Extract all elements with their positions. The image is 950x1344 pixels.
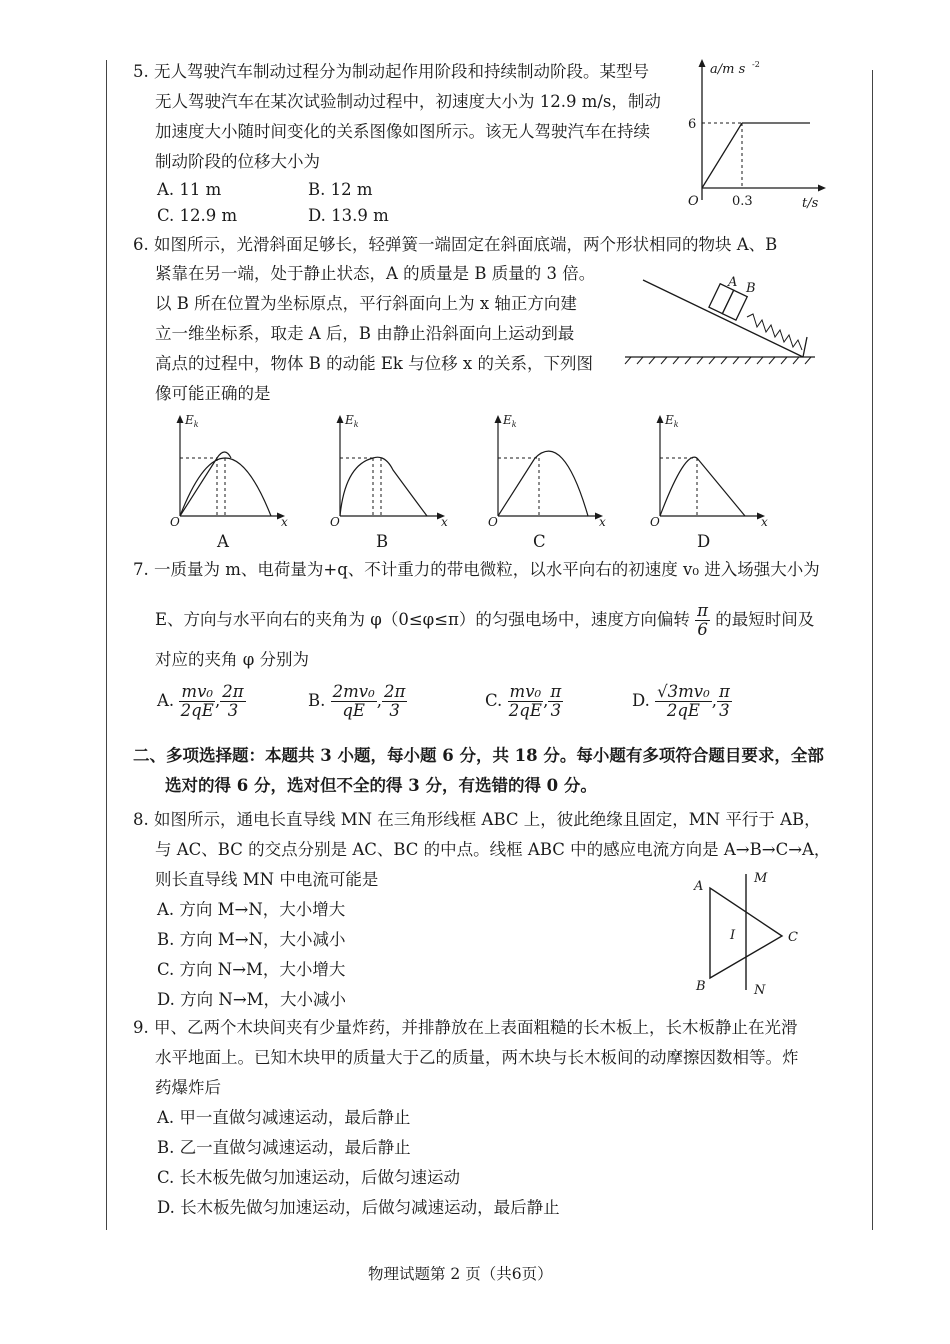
q8-line-2: 与 AC、BC 的交点分别是 AC、BC 的中点。线框 ABC 中的感应电流方向是 A→B→C→A， bbox=[155, 840, 831, 859]
q9-option-a: A. 甲一直做匀减速运动，最后静止 bbox=[157, 1108, 411, 1127]
q6c-x: x bbox=[599, 515, 606, 529]
q6a-y-sub: k bbox=[193, 420, 199, 429]
left-margin-line bbox=[106, 60, 107, 1230]
q5-option-d: D. 13.9 m bbox=[308, 206, 389, 225]
svg-text:Ek bbox=[664, 413, 679, 429]
q8-line-1: 8. 如图所示，通电长直导线 MN 在三角形线框 ABC 上，彼此绝缘且固定，MN 平行于 AB， bbox=[133, 810, 821, 829]
q6-graph-c-label: C bbox=[533, 532, 546, 551]
q6b-x: x bbox=[441, 515, 448, 529]
q8-label-a: A bbox=[694, 879, 704, 894]
q9-option-c: C. 长木板先做匀加速运动，后做匀速运动 bbox=[157, 1168, 461, 1187]
q8-label-i: I bbox=[730, 928, 736, 943]
q5-y-tick: 6 bbox=[688, 117, 697, 132]
q6b-y-sub: k bbox=[353, 420, 359, 429]
q6-graph-d bbox=[645, 410, 775, 530]
section-2-line-2: 选对的得 6 分，选对但不全的得 3 分，有选错的得 0 分。 bbox=[165, 776, 597, 795]
q7-line-3: 对应的夹角 φ 分别为 bbox=[155, 650, 310, 669]
svg-text:Ek bbox=[344, 413, 359, 429]
q9-option-d: D. 长木板先做匀加速运动，后做匀减速运动，最后静止 bbox=[157, 1198, 560, 1217]
q5-origin: O bbox=[688, 194, 699, 209]
q6c-y: E bbox=[503, 413, 512, 427]
q6-graph-b bbox=[325, 410, 455, 530]
svg-text:a/m s bbox=[710, 62, 746, 77]
q8-label-m: M bbox=[754, 871, 768, 886]
q5-x-label: t/s bbox=[802, 196, 819, 211]
q6d-origin: O bbox=[650, 515, 660, 529]
q6-line-5: 高点的过程中，物体 B 的动能 Ek 与位移 x 的关系，下列图 bbox=[155, 354, 593, 373]
q8-option-a: A. 方向 M→N，大小增大 bbox=[157, 900, 346, 919]
q5-line-4: 制动阶段的位移大小为 bbox=[155, 152, 320, 171]
q6-graph-c bbox=[483, 410, 613, 530]
page-footer: 物理试题第 2 页（共6页） bbox=[368, 1265, 553, 1283]
q7-option-b: B. $\frac{\text{2mv₀}}{qE}$ , $\frac{2\pi}{3}$ bbox=[308, 682, 406, 720]
q8-line-3: 则长直导线 MN 中电流可能是 bbox=[155, 870, 379, 889]
q8-option-b: B. 方向 M→N，大小减小 bbox=[157, 930, 346, 949]
q6a-origin: O bbox=[170, 515, 180, 529]
q5-y-label: a/m s bbox=[710, 62, 746, 77]
q8-label-n: N bbox=[754, 983, 766, 998]
q6-line-1: 6. 如图所示，光滑斜面足够长，轻弹簧一端固定在斜面底端，两个形状相同的物块 A、B bbox=[133, 235, 778, 254]
q5-acceleration-graph bbox=[680, 55, 830, 215]
right-margin-line bbox=[872, 70, 873, 1230]
q7-option-a: A. $\frac{\text{mv₀}}{2qE}$ , $\frac{2\pi}{3}$ bbox=[157, 682, 244, 720]
q6b-y: E bbox=[345, 413, 354, 427]
q7-angle-fraction: $\frac{\pi}{6}$ bbox=[697, 601, 708, 639]
q6-graph-b-label: B bbox=[376, 532, 389, 551]
q7-line-2 bbox=[155, 602, 814, 639]
q6c-origin: O bbox=[488, 515, 498, 529]
q6d-y-sub: k bbox=[673, 420, 679, 429]
svg-text:Ek bbox=[184, 413, 199, 429]
q6d-x: x bbox=[761, 515, 768, 529]
q5-option-b: B. 12 m bbox=[308, 180, 373, 199]
q7-option-d: D. $\frac{\text{√3mv₀}}{2qE}$ , $\frac{\pi}{3}$ bbox=[632, 682, 730, 720]
q6c-y-sub: k bbox=[511, 420, 517, 429]
q5-option-a: A. 11 m bbox=[157, 180, 222, 199]
q8-option-c: C. 方向 N→M，大小增大 bbox=[157, 960, 346, 979]
q5-line-3: 加速度大小随时间变化的关系图像如图所示。该无人驾驶汽车在持续 bbox=[155, 122, 650, 141]
q6-line-3: 以 B 所在位置为坐标原点，平行斜面向上为 x 轴正方向建 bbox=[155, 294, 577, 313]
q6d-y: E bbox=[665, 413, 674, 427]
q6-graph-a-label: A bbox=[217, 532, 229, 551]
q7-line-1: 7. 一质量为 m、电荷量为+q、不计重力的带电微粒，以水平向右的初速度 v₀ 进入场强大小为 bbox=[133, 560, 820, 579]
q8-label-c: C bbox=[788, 930, 798, 945]
svg-text:Ek bbox=[502, 413, 517, 429]
q5-option-c: C. 12.9 m bbox=[157, 206, 238, 225]
q6b-origin: O bbox=[330, 515, 340, 529]
q9-line-1: 9. 甲、乙两个木块间夹有少量炸药，并排静放在上表面粗糙的长木板上，长木板静止在光滑 bbox=[133, 1018, 798, 1037]
q6a-x: x bbox=[281, 515, 288, 529]
q6-block-b-label: B bbox=[746, 281, 756, 296]
svg-text:-2 bbox=[752, 60, 760, 69]
section-2-line-1: 二、多项选择题：本题共 3 小题，每小题 6 分，共 18 分。每小题有多项符合题目要求，全部 bbox=[133, 746, 824, 765]
q6a-y: E bbox=[185, 413, 194, 427]
q6-graph-a bbox=[165, 410, 295, 530]
q9-option-b: B. 乙一直做匀减速运动，最后静止 bbox=[157, 1138, 411, 1157]
q8-option-d: D. 方向 N→M，大小减小 bbox=[157, 990, 347, 1009]
q8-label-b: B bbox=[696, 979, 706, 994]
q9-line-2: 水平地面上。已知木块甲的质量大于乙的质量，两木块与长木板间的动摩擦因数相等。炸 bbox=[155, 1048, 799, 1067]
q6-line-2: 紧靠在另一端，处于静止状态，A 的质量是 B 质量的 3 倍。 bbox=[155, 264, 596, 283]
q5-y-exp: -2 bbox=[752, 60, 760, 69]
q7-line-2b: 的最短时间及 bbox=[715, 610, 815, 629]
q7-option-c: C. $\frac{\text{mv₀}}{2qE}$ , $\frac{\pi}{3}$ bbox=[485, 682, 562, 720]
q5-x-tick: 0.3 bbox=[732, 194, 753, 209]
q6-block-a-label: A bbox=[728, 275, 738, 290]
q7-line-2a: E、方向与水平向右的夹角为 φ（0≤φ≤π）的匀强电场中，速度方向偏转 bbox=[155, 610, 690, 629]
q6-graph-d-label: D bbox=[697, 532, 711, 551]
q9-line-3: 药爆炸后 bbox=[155, 1078, 221, 1097]
q6-line-4: 立一维坐标系，取走 A 后，B 由静止沿斜面向上运动到最 bbox=[155, 324, 575, 343]
q5-line-1: 5. 无人驾驶汽车制动过程分为制动起作用阶段和持续制动阶段。某型号 bbox=[133, 62, 649, 81]
q8-triangle-figure bbox=[690, 866, 810, 1001]
q5-line-2: 无人驾驶汽车在某次试验制动过程中，初速度大小为 12.9 m/s，制动 bbox=[155, 92, 661, 111]
q6-line-6: 像可能正确的是 bbox=[155, 384, 271, 403]
q6-incline-figure bbox=[625, 262, 825, 372]
